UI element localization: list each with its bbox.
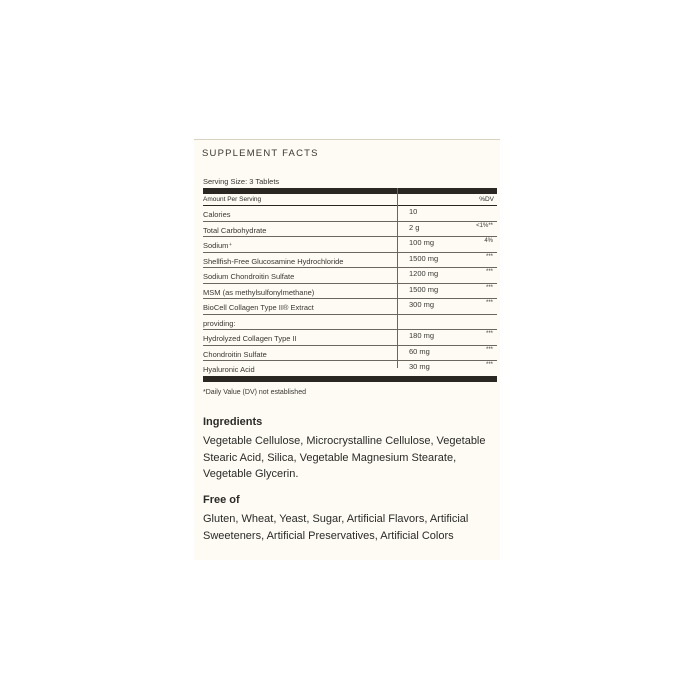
amount-column-divider — [397, 188, 398, 368]
nutrient-dv: *** — [485, 269, 493, 275]
nutrient-name: Calories — [203, 210, 231, 219]
nutrient-row — [203, 253, 497, 269]
nutrient-name: Hydrolyzed Collagen Type II — [203, 334, 297, 343]
panel-title: SUPPLEMENT FACTS — [202, 148, 319, 159]
nutrient-name: Sodium⁺ — [203, 241, 233, 250]
nutrient-dv: *** — [485, 331, 493, 337]
nutrient-amount: 300 mg — [409, 300, 435, 309]
nutrient-row — [203, 284, 497, 300]
amount-header-row — [203, 194, 497, 206]
dv-header: %DV — [479, 196, 494, 203]
nutrient-amount: 100 mg — [409, 238, 435, 247]
nutrient-name: providing: — [203, 318, 236, 328]
nutrient-dv: 4% — [484, 238, 493, 244]
nutrient-dv: *** — [485, 300, 493, 306]
nutrient-row — [203, 268, 497, 284]
nutrient-row — [203, 361, 497, 376]
nutrient-name: Chondroitin Sulfate — [203, 349, 267, 359]
free-of-heading: Free of — [203, 494, 240, 506]
nutrient-row — [203, 222, 497, 238]
nutrient-row — [203, 299, 497, 315]
nutrient-amount: 1500 mg — [409, 253, 439, 263]
nutrient-dv: *** — [485, 284, 493, 291]
nutrient-row — [203, 346, 497, 362]
nutrient-row — [203, 330, 497, 346]
serving-size: Serving Size: 3 Tablets — [203, 177, 280, 186]
panel-top-border — [194, 139, 500, 140]
nutrient-name: Sodium Chondroitin Sulfate — [203, 272, 295, 281]
free-of-text: Gluten, Wheat, Yeast, Sugar, Artificial Flavors, Artificial Sweeteners, Artificial Preservatives, Artificial Colors — [203, 513, 469, 542]
ingredients-text: Vegetable Cellulose, Microcrystalline Cellulose, Vegetable Stearic Acid, Silica, Vegetable Magnesium Stearate, Vegetable Glycerin. — [203, 435, 486, 480]
nutrient-name: MSM (as methylsulfonylmethane) — [203, 287, 315, 297]
nutrient-dv: <1%** — [476, 222, 493, 229]
nutrient-amount: 30 mg — [409, 362, 430, 371]
nutrient-amount: 10 — [409, 207, 418, 216]
nutrient-amount: 2 g — [409, 222, 420, 232]
amount-per-serving-label: Amount Per Serving — [203, 196, 262, 203]
nutrient-amount: 1200 mg — [409, 269, 439, 278]
facts-rows — [203, 206, 497, 376]
bottom-thick-rule — [203, 376, 497, 382]
nutrient-row — [203, 237, 497, 253]
nutrient-name: Total Carbohydrate — [203, 225, 267, 235]
nutrient-amount: 180 mg — [409, 331, 435, 340]
ingredients-heading: Ingredients — [203, 416, 263, 428]
nutrient-row — [203, 206, 497, 222]
nutrient-name: BioCell Collagen Type II® Extract — [203, 303, 314, 312]
dv-footnote: *Daily Value (DV) not established — [203, 388, 306, 396]
nutrient-dv: *** — [485, 253, 493, 260]
facts-table — [203, 176, 497, 396]
nutrient-amount: 1500 mg — [409, 284, 439, 294]
nutrient-dv: *** — [485, 346, 493, 353]
supplement-facts-panel — [194, 139, 500, 560]
nutrient-dv: *** — [485, 362, 493, 368]
nutrient-name: Hyaluronic Acid — [203, 365, 255, 374]
nutrient-row — [203, 315, 497, 331]
nutrient-name: Shellfish-Free Glucosamine Hydrochloride — [203, 256, 344, 266]
nutrient-amount: 60 mg — [409, 346, 430, 356]
